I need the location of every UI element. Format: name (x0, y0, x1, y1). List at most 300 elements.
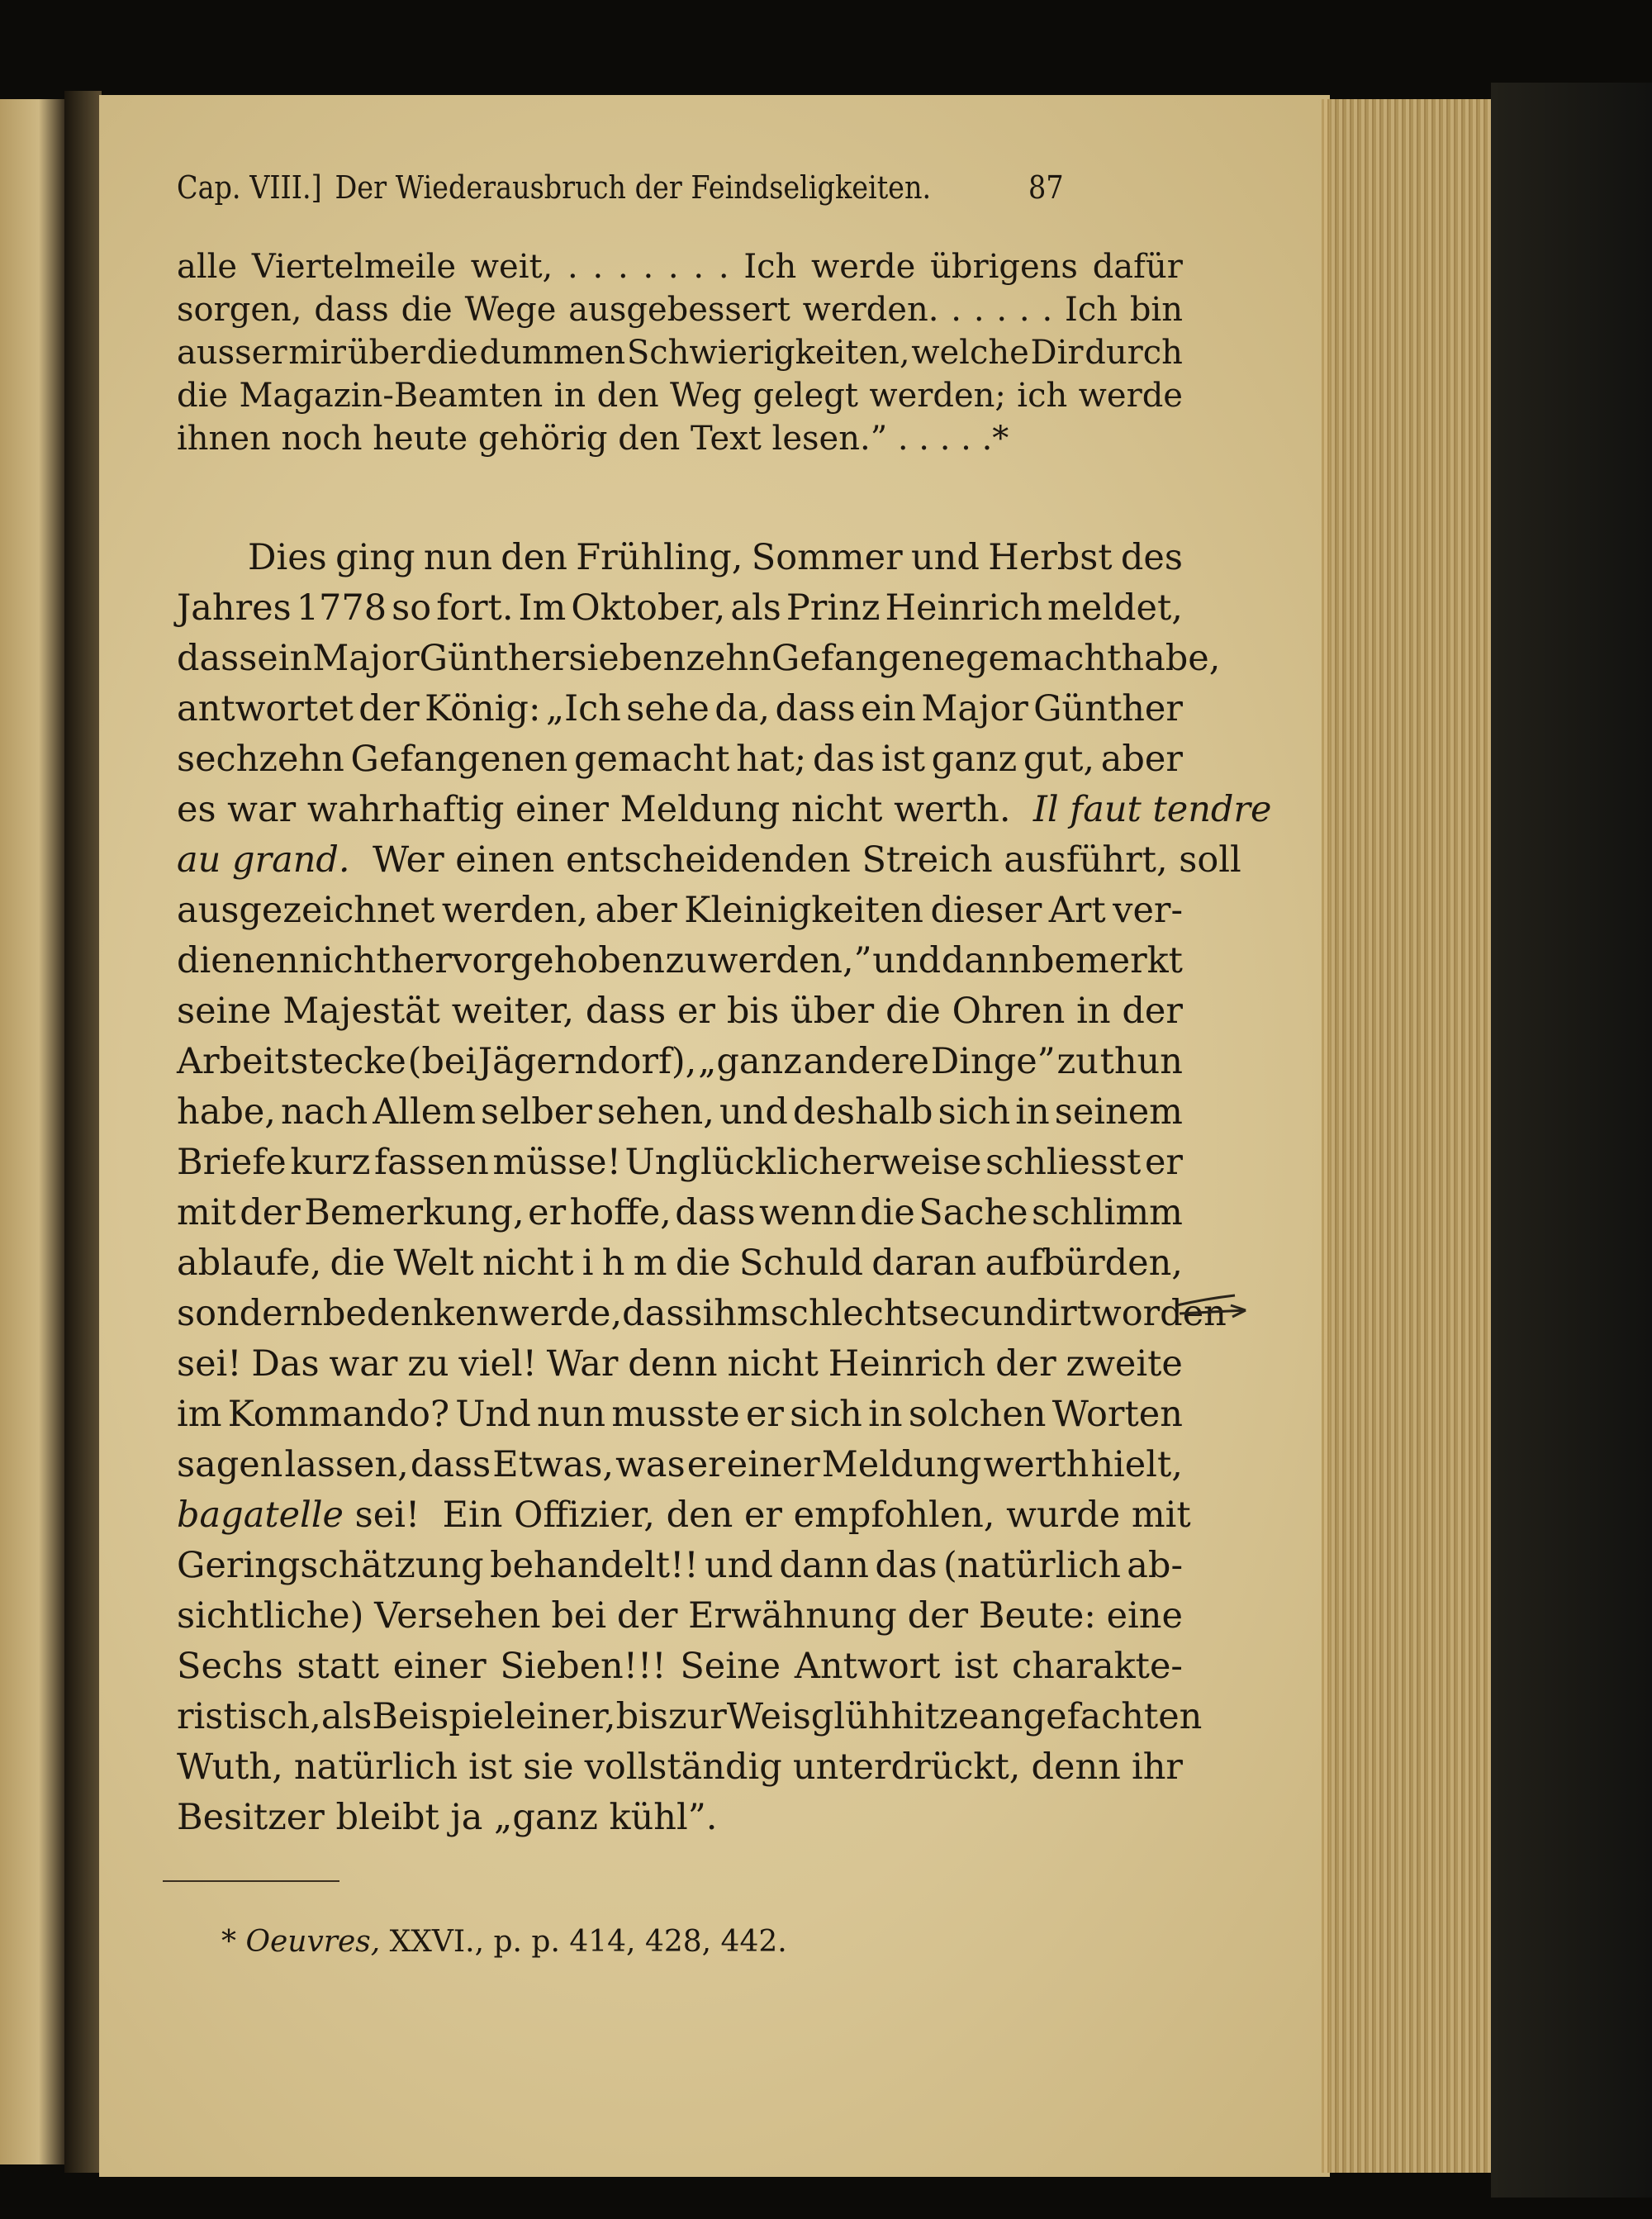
word: worden (1090, 1293, 1227, 1334)
text-line (177, 537, 1183, 587)
word: aber (1100, 739, 1183, 780)
word: was (615, 1444, 686, 1485)
word: aufbürden, (985, 1243, 1183, 1284)
word: bis (726, 991, 780, 1032)
word: andere (803, 1041, 929, 1082)
word: Wuth, (177, 1746, 283, 1788)
word: . (718, 248, 729, 286)
word: ausser (177, 334, 287, 372)
word: Welt (393, 1243, 474, 1284)
word: dummen (479, 334, 626, 372)
word: Oktober, (571, 587, 726, 629)
word: „ganz (698, 1041, 802, 1082)
word: mit (177, 1192, 236, 1233)
word: sechzehn (177, 739, 344, 780)
word: König: (425, 688, 541, 729)
word: nicht (727, 1343, 819, 1385)
word: der (1122, 991, 1183, 1032)
word: fort. (436, 587, 514, 629)
word: denn (628, 1343, 718, 1385)
word: deshalb (792, 1091, 933, 1133)
word: Versehen (374, 1595, 541, 1637)
word: werden, (441, 890, 589, 931)
text-line (177, 1746, 1183, 1797)
word: . (693, 248, 705, 286)
word: dann (941, 940, 1032, 981)
text-line (177, 638, 1221, 688)
word: des (1120, 537, 1183, 578)
word: . (667, 248, 679, 286)
word: zu (665, 940, 707, 981)
word: ausgebessert (568, 291, 790, 329)
word: werde (1078, 377, 1183, 415)
word: war (329, 1343, 398, 1385)
text-line (177, 291, 1183, 334)
left-page-edge (0, 99, 64, 2164)
word: der (616, 1595, 678, 1637)
text-segment (177, 1293, 1227, 1343)
word: so (392, 587, 432, 629)
word: Gefangene (771, 638, 966, 679)
word: schlecht (770, 1293, 921, 1334)
text-segment (177, 890, 1183, 940)
word: dienen (177, 940, 299, 981)
word: in (553, 377, 586, 415)
word: die (177, 377, 229, 415)
word: sichtliche) (177, 1595, 364, 1637)
word: . (617, 248, 629, 286)
word: Meldung (821, 1444, 982, 1485)
word: nach (281, 1091, 368, 1133)
word: werden,” (707, 940, 872, 981)
word: in (1015, 1091, 1050, 1133)
word: eine (1106, 1595, 1183, 1637)
word: Dir (1030, 334, 1084, 372)
word: Weisglühhitze (726, 1696, 980, 1737)
text-line (177, 1142, 1183, 1192)
text-line (177, 1091, 1183, 1142)
word: Seine (680, 1646, 781, 1687)
word: Jägerndorf), (477, 1041, 697, 1082)
word: Heinrich (885, 587, 1042, 629)
word: schlimm (1032, 1192, 1183, 1233)
word: kurz (290, 1142, 371, 1183)
text-segment (177, 688, 1183, 739)
word: ich (1017, 377, 1068, 415)
text-line (177, 991, 1183, 1041)
word: der (995, 1343, 1056, 1385)
text-segment (248, 537, 1183, 587)
word: Günther (1033, 688, 1183, 729)
word: Erwähnung (688, 1595, 897, 1637)
word: hielt, (1090, 1444, 1183, 1485)
word: wenn (759, 1192, 857, 1233)
word: gemacht (574, 739, 730, 780)
word: seinem (1054, 1091, 1183, 1133)
text-segment (177, 1545, 1183, 1595)
text-segment (177, 377, 1183, 420)
word: Dinge” (930, 1041, 1056, 1082)
word: siebenzehn (568, 638, 771, 679)
text-line (177, 1797, 1183, 1847)
word: den (596, 377, 659, 415)
text-segment (177, 1091, 1183, 1142)
word: die (426, 334, 478, 372)
text-line (177, 839, 1241, 890)
word: habe, (1121, 638, 1221, 679)
word: statt (297, 1646, 380, 1687)
word: Kommando? (227, 1394, 450, 1435)
word: 1778 (296, 587, 387, 629)
footnote-source: Oeuvres, (245, 1925, 381, 1959)
word: Magazin-Beamten (239, 377, 544, 415)
word: ist (468, 1746, 513, 1788)
word: Beispiel (372, 1696, 515, 1737)
word: ein (861, 688, 916, 729)
book-binding (1491, 83, 1652, 2198)
word: bedenken (322, 1293, 499, 1334)
word: Major (312, 638, 420, 679)
word: im (177, 1394, 222, 1435)
word: dieser (930, 890, 1042, 931)
text-line (177, 1394, 1183, 1444)
word: er (528, 1192, 567, 1233)
word: sorgen, (177, 291, 302, 329)
word: musste (611, 1394, 740, 1435)
word: Bemerkung, (304, 1192, 525, 1233)
word: in (868, 1394, 903, 1435)
word: dafür (1092, 248, 1183, 286)
word: hat; (736, 739, 807, 780)
word: dass (622, 1293, 703, 1334)
word: Dies (248, 537, 327, 578)
word: er (686, 1444, 725, 1485)
word: stecke (290, 1041, 406, 1082)
word: h (601, 1243, 625, 1284)
word: und (719, 1091, 788, 1133)
word: ging (335, 537, 415, 578)
text-line (177, 1545, 1183, 1595)
word: . (592, 248, 604, 286)
word: behandelt!! (490, 1545, 699, 1586)
word: Wege (464, 291, 557, 329)
word: sich (790, 1394, 862, 1435)
text-segment (177, 1243, 1183, 1293)
word: Worten (1051, 1394, 1183, 1435)
word: sondern (177, 1293, 323, 1334)
word: . (643, 248, 654, 286)
text-segment: Besitzer bleibt ja „ganz kühl”. (177, 1797, 718, 1838)
word: fassen (374, 1142, 489, 1183)
word: . (1018, 291, 1030, 329)
word: Briefe (177, 1142, 287, 1183)
word: lassen, (284, 1444, 409, 1485)
word: gut, (1023, 739, 1095, 780)
word: sich (938, 1091, 1011, 1133)
text-segment (177, 1394, 1183, 1444)
word: werden. (802, 291, 939, 329)
text-line (177, 789, 1272, 839)
chapter-title: Der Wiederausbruch der Feindseligkeiten. (335, 169, 932, 206)
text-segment: Wer einen entscheidenden Streich ausführt, soll (349, 839, 1241, 881)
text-segment (177, 1595, 1183, 1646)
word: werth (983, 1444, 1089, 1485)
text-segment (177, 248, 1183, 291)
word: schliesst (985, 1142, 1142, 1183)
body-paragraph (177, 537, 1272, 1847)
word: Geringschätzung (177, 1545, 484, 1586)
word: dass (410, 1444, 491, 1485)
word: die (675, 1243, 731, 1284)
text-line (177, 334, 1183, 377)
word: der (240, 1192, 301, 1233)
book-gutter (64, 91, 102, 2173)
word: über (790, 991, 875, 1032)
footnote-reference: XXVI., p. p. 414, 428, 442. (380, 1925, 787, 1959)
word: Majestät (282, 991, 440, 1032)
word: und (705, 1545, 773, 1586)
word: hervorgehoben (391, 940, 665, 981)
footnote-marker: * (221, 1925, 246, 1959)
word: Sache (919, 1192, 1028, 1233)
word: Ich (743, 248, 797, 286)
word: Im (518, 587, 567, 629)
word: werden; (869, 377, 1006, 415)
word: Sechs (177, 1646, 283, 1687)
word: ist (954, 1646, 999, 1687)
word: in (1076, 991, 1111, 1032)
word: er (676, 991, 715, 1032)
text-line (177, 1192, 1183, 1243)
text-line (177, 1696, 1203, 1746)
word: weiter, (451, 991, 575, 1032)
word: zu (1056, 1041, 1099, 1082)
word: solchen (908, 1394, 1047, 1435)
word: angefachten (979, 1696, 1203, 1737)
word: Allem (373, 1091, 476, 1133)
word: Gefangenen (350, 739, 568, 780)
word: Kleinigkeiten (684, 890, 923, 931)
word: und (872, 940, 942, 981)
text-segment (177, 1696, 1203, 1746)
word: bei (551, 1595, 607, 1637)
text-line (177, 587, 1183, 638)
word: mir (288, 334, 347, 372)
word: ristisch, (177, 1696, 321, 1737)
word: sie (523, 1746, 574, 1788)
word: müsse! (492, 1142, 621, 1183)
word: . (567, 248, 578, 286)
text-segment (177, 334, 1183, 377)
word: vollständig (584, 1746, 782, 1788)
word: die (330, 1243, 386, 1284)
word: . (996, 291, 1008, 329)
word: ausgezeichnet (177, 890, 435, 931)
word: welche (911, 334, 1029, 372)
quoted-letter (177, 248, 1183, 463)
text-segment (177, 587, 1183, 638)
word: Und (455, 1394, 531, 1435)
text-segment (177, 1041, 1183, 1091)
text-line (177, 688, 1183, 739)
text-segment (177, 739, 1183, 789)
word: antwortet (177, 688, 354, 729)
word: dass (775, 688, 856, 729)
word: ihr (1131, 1746, 1183, 1788)
word: Etwas, (492, 1444, 615, 1485)
word: das (812, 739, 876, 780)
word: Heinrich (828, 1343, 986, 1385)
word: bis (615, 1696, 668, 1737)
word: Sommer (751, 537, 903, 578)
word: als (320, 1696, 373, 1737)
text-segment: es war wahrhaftig einer Meldung nicht werth. (177, 789, 1033, 830)
word: i (582, 1243, 594, 1284)
text-segment: ihnen noch heute gehörig den Text lesen.” . . . . .* (177, 420, 1009, 458)
text-line (177, 1444, 1183, 1494)
word: nicht (299, 940, 391, 981)
word: Weg (670, 377, 743, 415)
word: viel! (458, 1343, 537, 1385)
word: ver- (1113, 890, 1183, 931)
word: alle (177, 248, 238, 286)
text-line (177, 890, 1183, 940)
handwritten-arrow-mark (1173, 1289, 1256, 1330)
word: dass (314, 291, 389, 329)
text-line (177, 377, 1183, 420)
text-segment (177, 1142, 1183, 1192)
word: aber (595, 890, 677, 931)
word: einer (726, 1444, 820, 1485)
word: . (973, 291, 985, 329)
text-segment (177, 638, 1221, 688)
text-line (177, 1494, 1191, 1545)
word: Günther (419, 638, 569, 679)
word: dass (675, 1192, 756, 1233)
chapter-label: Cap. VIII.] (177, 169, 322, 206)
word: Schuld (738, 1243, 864, 1284)
word: daran (871, 1243, 977, 1284)
word: secundirt (920, 1293, 1091, 1334)
text-line (177, 1243, 1183, 1293)
word: gelegt (752, 377, 858, 415)
word: sehe (626, 688, 710, 729)
word: der (358, 688, 420, 729)
word: selber (481, 1091, 592, 1133)
word: werde (811, 248, 916, 286)
italic-text: Il faut tendre (1032, 789, 1272, 830)
word: ganz (931, 739, 1018, 780)
text-line (177, 1293, 1227, 1343)
word: ablaufe, (177, 1243, 322, 1284)
text-segment (177, 940, 1183, 991)
text-line (177, 1041, 1183, 1091)
word: Viertelmeile (251, 248, 457, 286)
word: die (401, 291, 453, 329)
word: Ich (1065, 291, 1118, 329)
word: (bei (407, 1041, 477, 1082)
text-line (177, 940, 1183, 991)
page-block-edge (1322, 99, 1491, 2173)
word: einer, (515, 1696, 616, 1737)
word: und (910, 537, 980, 578)
word: das (875, 1545, 938, 1586)
word: Beute: (978, 1595, 1096, 1637)
word: m (633, 1243, 667, 1284)
word: er (745, 1394, 784, 1435)
word: zu (407, 1343, 449, 1385)
word: dass (177, 638, 258, 679)
word: . (1042, 291, 1053, 329)
word: ab- (1127, 1545, 1183, 1586)
text-line (177, 1595, 1183, 1646)
text-line (177, 1646, 1183, 1696)
word: die (860, 1192, 915, 1233)
word: er (1144, 1142, 1183, 1183)
text-segment (177, 1746, 1183, 1797)
word: nun (423, 537, 492, 578)
word: bemerkt (1031, 940, 1183, 981)
running-header (177, 169, 1064, 206)
word: dass (585, 991, 667, 1032)
word: „Ich (545, 688, 621, 729)
word: bin (1129, 291, 1183, 329)
word: als (730, 587, 781, 629)
word: weit, (470, 248, 553, 286)
word: unterdrückt, (792, 1746, 1021, 1788)
word: den (501, 537, 567, 578)
footnote (221, 1925, 787, 1959)
word: seine (177, 991, 272, 1032)
word: Prinz (786, 587, 881, 629)
word: werde, (498, 1293, 623, 1334)
word: (natürlich (942, 1545, 1121, 1586)
word: die (885, 991, 941, 1032)
word: einer (392, 1646, 487, 1687)
word: War (546, 1343, 619, 1385)
text-segment (177, 1192, 1183, 1243)
footnote-rule (163, 1880, 339, 1882)
text-segment (177, 1646, 1183, 1696)
text-segment (177, 1444, 1183, 1494)
word: . (951, 291, 961, 329)
word: denn (1031, 1746, 1121, 1788)
italic-text: bagatelle (177, 1494, 344, 1536)
text-segment (177, 1343, 1183, 1394)
word: Jahres (177, 587, 292, 629)
text-segment (177, 291, 1183, 334)
text-line (177, 420, 1183, 463)
word: übrigens (930, 248, 1078, 286)
word: Unglücklicherweise (624, 1142, 982, 1183)
word: Frühling, (576, 537, 743, 578)
word: Schwierigkeiten, (626, 334, 910, 372)
text-line (177, 739, 1183, 789)
word: zur (667, 1696, 727, 1737)
word: Major (921, 688, 1028, 729)
word: zweite (1066, 1343, 1183, 1385)
word: ein (257, 638, 313, 679)
word: ist (881, 739, 925, 780)
word: Antwort (794, 1646, 941, 1687)
word: Arbeit (177, 1041, 289, 1082)
word: Das (251, 1343, 320, 1385)
word: Sieben!!! (500, 1646, 667, 1687)
italic-text: au grand. (177, 839, 350, 881)
word: gemacht (965, 638, 1122, 679)
word: nun (537, 1394, 606, 1435)
word: da, (714, 688, 771, 729)
